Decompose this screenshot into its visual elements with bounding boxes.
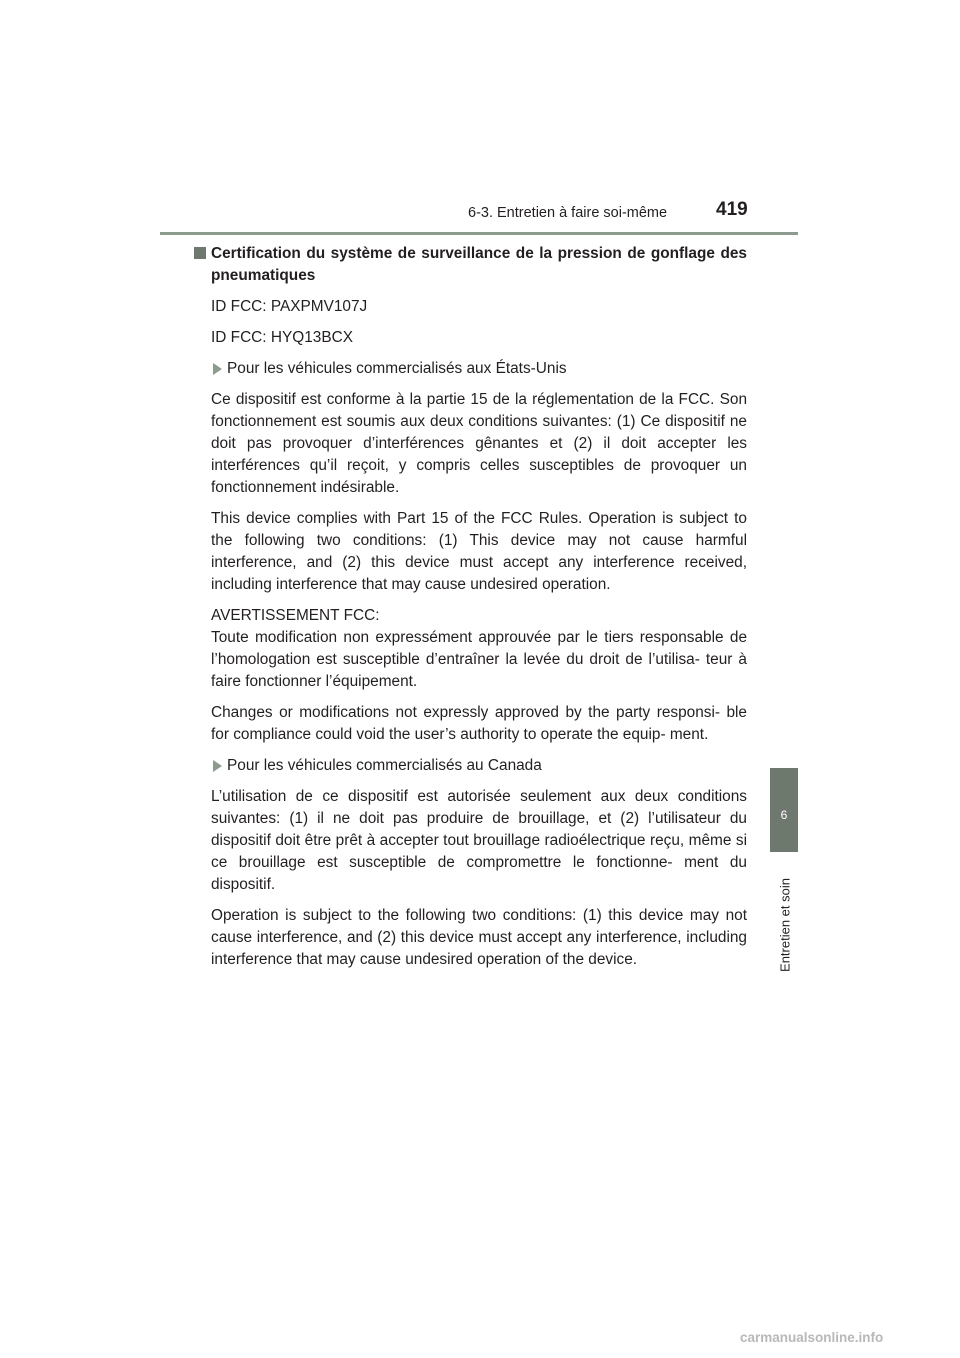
chapter-label-container xyxy=(774,860,796,990)
triangle-bullet-icon xyxy=(213,760,222,772)
bullet-us-text: Pour les véhicules commercialisés aux États-Unis xyxy=(227,360,567,377)
bullet-ca-text: Pour les véhicules commercialisés au Canada xyxy=(227,757,542,774)
running-header-section: 6-3. Entretien à faire soi-même xyxy=(468,205,668,221)
chapter-number: 6 xyxy=(780,808,788,822)
header-rule xyxy=(160,232,798,235)
watermark[interactable]: carmanualsonline.info xyxy=(740,1330,884,1345)
paragraph-en-2: Operation is subject to the following two conditions: (1) this device may not cause interference, and (2) this device must accept any interference, including interference that may cause undesired operation of the device. xyxy=(211,907,747,968)
page-number: 419 xyxy=(716,199,748,220)
paragraph-fr-2: L’utilisation de ce dispositif est autorisée seulement aux deux conditions suivantes: (1) il ne doit pas produire de brouillage, et (2) l’utilisateur du dispositif doit être prêt à accepter tout brouillage radioélectrique reçu, même si ce brouillage est susceptible de compromettre le fonctionne- ment du dispositif. xyxy=(211,788,747,893)
paragraph-en-1: This device complies with Part 15 of the FCC Rules. Operation is subject to the following two conditions: (1) This device may not cause harmful interference, and (2) this device must accept any interference received, including interference that may cause undesired operation. xyxy=(211,510,747,593)
page-content xyxy=(211,243,747,980)
paragraph-fr-1: Ce dispositif est conforme à la partie 15 de la réglementation de la FCC. Son fonctionnement est soumis aux deux conditions suivantes: (1) Ce dispositif ne doit pas provoquer d’interférences gênantes et (2) il doit accepter les interférences qu’il reçoit, y compris celles susceptibles de provoquer un fonctionnement indésirable. xyxy=(211,391,747,496)
section-heading-text: Certification du système de surveillance de la pression de gonflage des pneumatiques xyxy=(211,245,747,284)
fcc-id-1: ID FCC: PAXPMV107J xyxy=(211,298,368,315)
fcc-id-2: ID FCC: HYQ13BCX xyxy=(211,329,353,346)
chapter-label: Entretien et soin xyxy=(777,878,793,972)
section-heading xyxy=(211,243,747,287)
triangle-bullet-icon xyxy=(213,363,222,375)
warning-en: Changes or modifications not expressly approved by the party responsi- ble for compliance could void the user’s authority to operate the equip- ment. xyxy=(211,704,747,743)
bullet-us xyxy=(211,358,747,380)
warning-block xyxy=(211,605,747,693)
square-bullet-icon xyxy=(194,247,206,259)
warning-fr: Toute modification non expressément approuvée par le tiers responsable de l’homologation est susceptible d’entraîner la levée du droit de l’utilisa- teur à faire fonctionner l’équipement. xyxy=(211,629,747,690)
warning-title: AVERTISSEMENT FCC: xyxy=(211,607,380,624)
bullet-ca xyxy=(211,755,747,777)
